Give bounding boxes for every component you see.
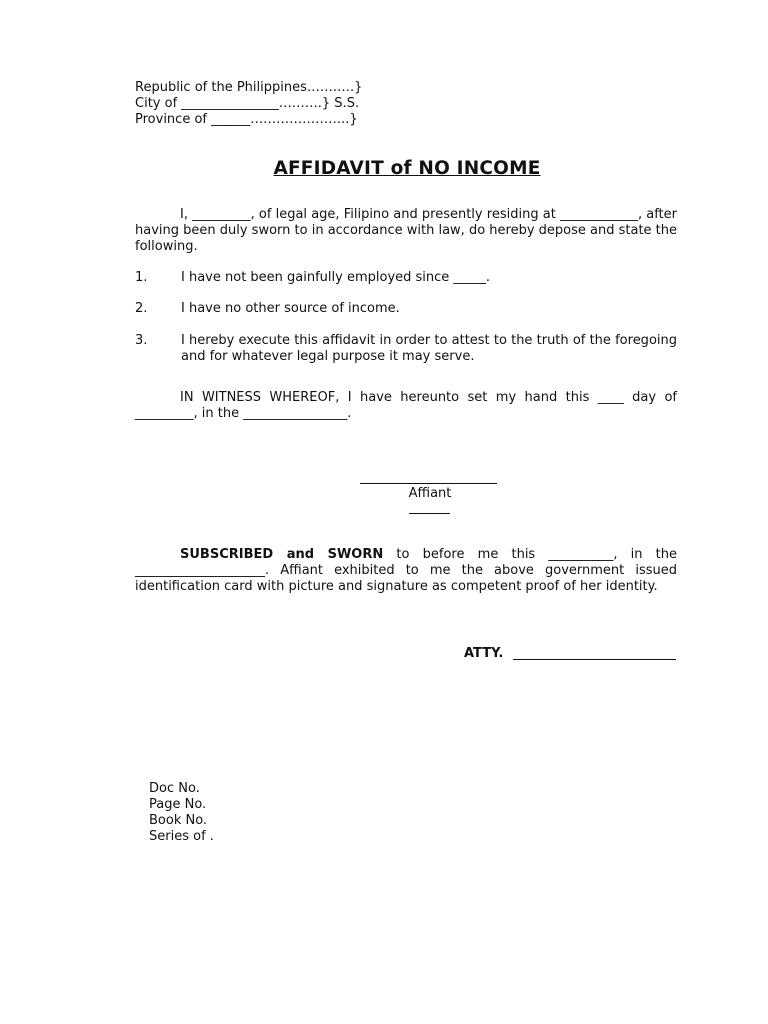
notary-book-no: Book No. [149,813,208,828]
item-text-1: I have not been gainfully employed since _____. [181,270,491,285]
affiant-id-line [409,513,450,514]
notary-doc-no: Doc No. [149,781,200,796]
venue-republic: Republic of the Philippines…….….} [135,80,363,95]
item-number-2: 2. [135,301,148,316]
intro-text: I, _________, of legal age, Filipino and presently residing at ____________, after having been duly sworn to in accordance with law, do hereby depose and state the following. [135,207,678,254]
item-text-3: I hereby execute this affidavit in order to attest to the truth of the foregoing and for whatever legal purpose it may serve. [181,333,677,364]
notary-page-no: Page No. [149,797,207,812]
affiant-signature-line [360,483,497,484]
item-text-2: I have no other source of income. [181,301,400,316]
venue-city: City of _______________……….} S.S. [135,96,360,111]
notary-series: Series of . [149,829,214,844]
witness-paragraph [135,390,677,422]
subscribed-text: to before me this __________, in the ____________________. Affiant exhibited to me the above government issued identification card with picture and signature as competent proof of her identity. [135,547,678,594]
intro-paragraph [135,207,677,255]
document-title: AFFIDAVIT of NO INCOME [273,158,541,179]
witness-text: IN WITNESS WHEREOF, I have hereunto set my hand this ____ day of _________, in the ________________. [135,390,677,421]
atty-signature-line [513,659,676,660]
affiant-label: Affiant [408,486,452,501]
venue-province: Province of ______…………………..} [135,112,358,127]
atty-label: ATTY. [464,646,504,661]
subscribed-paragraph [135,547,677,595]
item-number-3: 3. [135,333,148,348]
subscribed-lead: SUBSCRIBED and SWORN [180,547,384,562]
item-number-1: 1. [135,270,148,285]
